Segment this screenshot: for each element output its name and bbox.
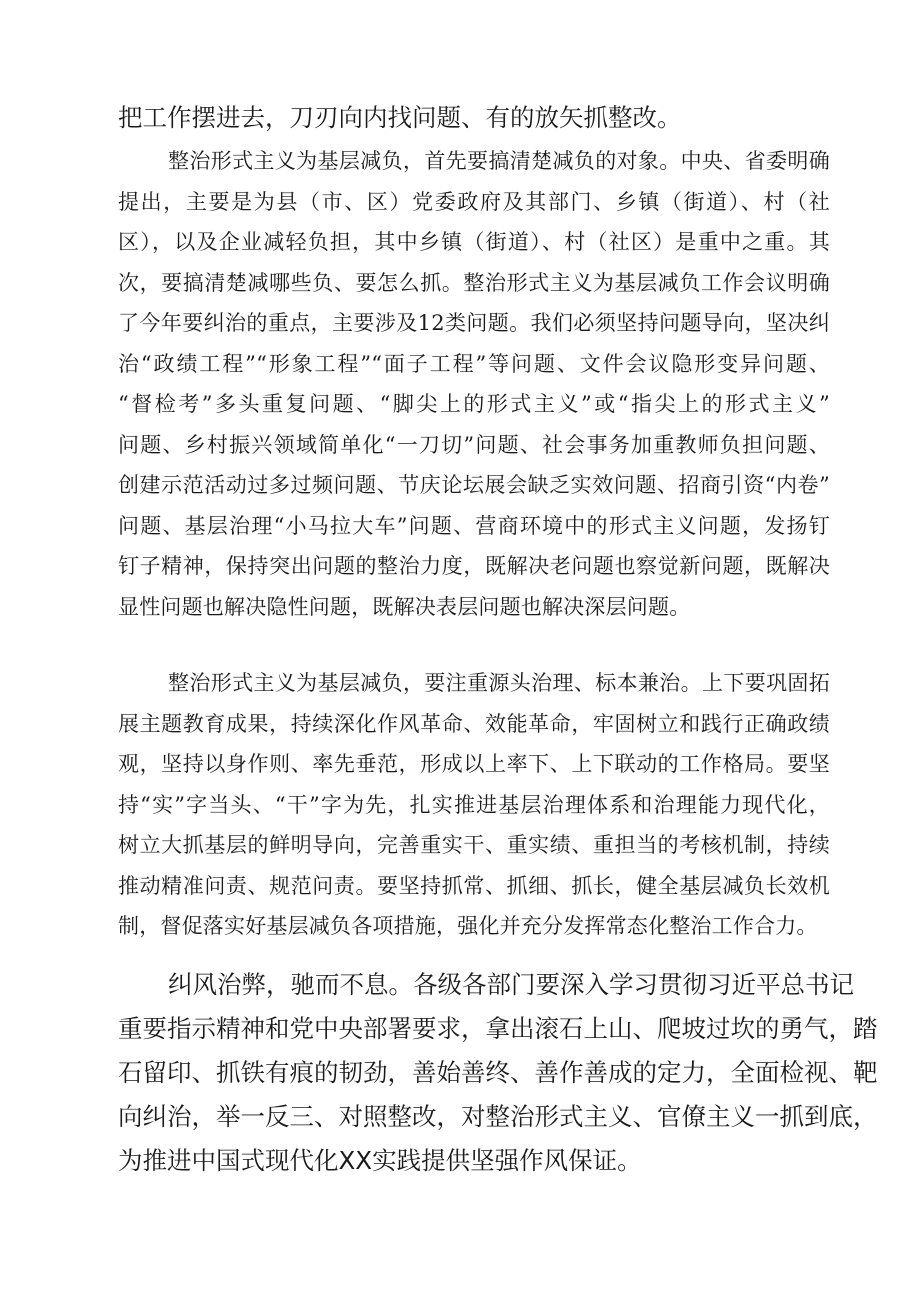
text-line: 为推进中国式现代化XX实践提供坚强作风保证。	[118, 1146, 642, 1175]
text-line: 了今年要纠治的重点，主要涉及12类问题。我们必须坚持问题导向，坚决纠	[118, 311, 830, 335]
paragraph-conclusion	[118, 963, 878, 1183]
text-line: 向纠治，举一反三、对照整改，对整治形式主义、官僚主义一抓到底，	[118, 1102, 878, 1131]
text-line: 问题、乡村振兴领域简单化“一刀切”问题、社会事务加重教师负担问题、	[118, 432, 830, 457]
text-line: 问题、基层治理“小马拉大车”问题、营商环境中的形式主义问题，发扬钉	[118, 513, 830, 538]
paragraph-source-governance	[118, 663, 830, 947]
text-line: 重要指示精神和党中央部署要求，拿出滚石上山、爬坡过坎的勇气，踏	[118, 1014, 878, 1043]
text-line: 创建示范活动过多过频问题、节庆论坛展会缺乏实效问题、招商引资“内卷”	[118, 473, 830, 497]
paragraph-reduce-burden-targets	[118, 141, 830, 627]
text-line: 观，坚持以身作则、率先垂范，形成以上率下、上下联动的工作格局。要坚	[118, 752, 830, 776]
text-line: 石留印、抓铁有痕的韧劲，善始善终、善作善成的定力，全面检视、靶	[118, 1058, 878, 1087]
text-line: 树立大抓基层的鲜明导向，完善重实干、重实绩、重担当的考核机制，持续	[118, 833, 830, 857]
text-line: 推动精准问责、规范问责。要坚持抓常、抓细、抓长，健全基层减负长效机	[118, 873, 830, 898]
text-line: 区），以及企业减轻负担，其中乡镇（街道）、村（社区）是重中之重。其	[118, 230, 830, 254]
text-line: 制，督促落实好基层减负各项措施，强化并充分发挥常态化整治工作合力。	[118, 914, 818, 938]
text-line: 次，要搞清楚减哪些负、要怎么抓。整治形式主义为基层减负工作会议明确	[118, 270, 830, 295]
paragraph-continuation	[118, 96, 830, 140]
text-line: 治“政绩工程”“形象工程”“面子工程”等问题、文件会议隐形变异问题、	[118, 351, 830, 376]
text-line: 整治形式主义为基层减负，首先要搞清楚减负的对象。中央、省委明确	[168, 149, 830, 173]
text-line: 显性问题也解决隐性问题，既解决表层问题也解决深层问题。	[118, 594, 691, 619]
text-line: 持“实”字当头、“干”字为先，扎实推进基层治理体系和治理能力现代化，	[118, 792, 830, 817]
text-line: 钉子精神，保持突出问题的整治力度，既解决老问题也察觉新问题，既解决	[118, 554, 830, 578]
text-line: 展主题教育成果，持续深化作风革命、效能革命，牢固树立和践行正确政绩	[118, 711, 830, 736]
text-line: “督检考”多头重复问题、“脚尖上的形式主义”或“指尖上的形式主义”	[118, 392, 830, 416]
text-line: 提出，主要是为县（市、区）党委政府及其部门、乡镇（街道）、村（社	[118, 189, 830, 214]
text-line: 把工作摆进去，刀刃向内找问题、有的放矢抓整改。	[118, 103, 682, 132]
text-line: 整治形式主义为基层减负，要注重源头治理、标本兼治。上下要巩固拓	[168, 671, 830, 695]
text-line: 纠风治弊，驰而不息。各级各部门要深入学习贯彻习近平总书记	[168, 970, 854, 999]
